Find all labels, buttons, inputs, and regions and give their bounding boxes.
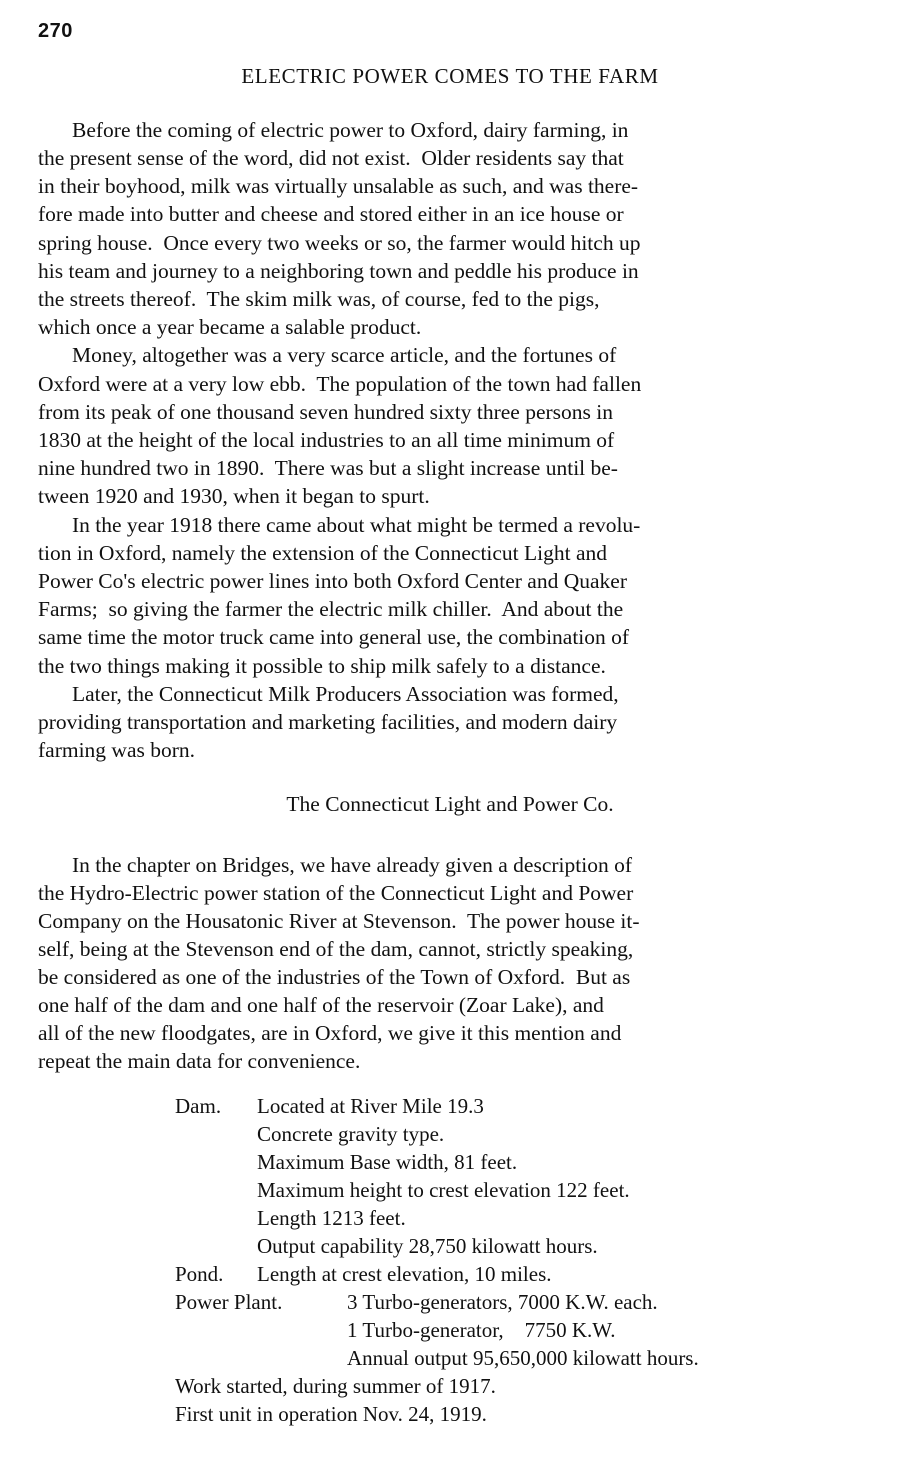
body-line: in their boyhood, milk was virtually unsalable as such, and was there-: [38, 174, 639, 198]
body-line: In the chapter on Bridges, we have already given a description of: [72, 853, 632, 877]
section-subtitle: The Connecticut Light and Power Co.: [286, 792, 614, 816]
power-plant-label: Power Plant.: [175, 1290, 283, 1314]
body-line: 1830 at the height of the local industries to an all time minimum of: [38, 428, 615, 452]
body-line: the present sense of the word, did not exist. Older residents say that: [38, 146, 624, 170]
work-started: Work started, during summer of 1917.: [175, 1374, 496, 1398]
power-plant-item: 1 Turbo-generator, 7750 K.W.: [347, 1318, 616, 1342]
chapter-title: ELECTRIC POWER COMES TO THE FARM: [241, 64, 659, 88]
body-line: the streets thereof. The skim milk was, of course, fed to the pigs,: [38, 287, 600, 311]
body-line: Power Co's electric power lines into both Oxford Center and Quaker: [38, 569, 627, 593]
body-line: all of the new floodgates, are in Oxford, we give it this mention and: [38, 1021, 622, 1045]
page-number: 270: [38, 20, 73, 42]
body-line: one half of the dam and one half of the reservoir (Zoar Lake), and: [38, 993, 604, 1017]
body-line: same time the motor truck came into general use, the combination of: [38, 625, 630, 649]
first-unit: First unit in operation Nov. 24, 1919.: [175, 1402, 487, 1426]
body-line: Company on the Housatonic River at Stevenson. The power house it-: [38, 909, 640, 933]
body-line: from its peak of one thousand seven hundred sixty three persons in: [38, 400, 613, 424]
body-line: tween 1920 and 1930, when it began to spurt.: [38, 484, 430, 508]
body-line: which once a year became a salable product.: [38, 315, 422, 339]
pond-label: Pond.: [175, 1262, 224, 1286]
dam-item: Concrete gravity type.: [257, 1122, 445, 1146]
power-plant-item: 3 Turbo-generators, 7000 K.W. each.: [347, 1290, 658, 1314]
body-line: the two things making it possible to ship milk safely to a distance.: [38, 654, 606, 678]
dam-item: Output capability 28,750 kilowatt hours.: [257, 1234, 598, 1258]
body-line: self, being at the Stevenson end of the dam, cannot, strictly speaking,: [38, 937, 634, 961]
body-line: fore made into butter and cheese and stored either in an ice house or: [38, 202, 624, 226]
body-line: Oxford were at a very low ebb. The population of the town had fallen: [38, 372, 642, 396]
body-line: his team and journey to a neighboring town and peddle his produce in: [38, 259, 639, 283]
body-line: Before the coming of electric power to Oxford, dairy farming, in: [72, 118, 629, 142]
body-line: be considered as one of the industries of the Town of Oxford. But as: [38, 965, 631, 989]
body-line: Farms; so giving the farmer the electric milk chiller. And about the: [38, 597, 624, 621]
body-line: Later, the Connecticut Milk Producers Association was formed,: [72, 682, 619, 706]
body-line: tion in Oxford, namely the extension of the Connecticut Light and: [38, 541, 608, 565]
pond-item: Length at crest elevation, 10 miles.: [257, 1262, 552, 1286]
dam-item: Maximum height to crest elevation 122 feet.: [257, 1178, 630, 1202]
dam-item: Length 1213 feet.: [257, 1206, 406, 1230]
body-line: In the year 1918 there came about what might be termed a revolu-: [72, 513, 641, 537]
dam-label: Dam.: [175, 1094, 222, 1118]
body-line: nine hundred two in 1890. There was but a slight increase until be-: [38, 456, 618, 480]
body-line: spring house. Once every two weeks or so, the farmer would hitch up: [38, 231, 641, 255]
body-line: providing transportation and marketing facilities, and modern dairy: [38, 710, 618, 734]
dam-item: Maximum Base width, 81 feet.: [257, 1150, 518, 1174]
body-line: farming was born.: [38, 738, 196, 762]
body-line: the Hydro-Electric power station of the Connecticut Light and Power: [38, 881, 634, 905]
body-line: repeat the main data for convenience.: [38, 1049, 361, 1073]
dam-item: Located at River Mile 19.3: [257, 1094, 484, 1118]
body-line: Money, altogether was a very scarce article, and the fortunes of: [72, 343, 617, 367]
power-plant-item: Annual output 95,650,000 kilowatt hours.: [347, 1346, 699, 1370]
